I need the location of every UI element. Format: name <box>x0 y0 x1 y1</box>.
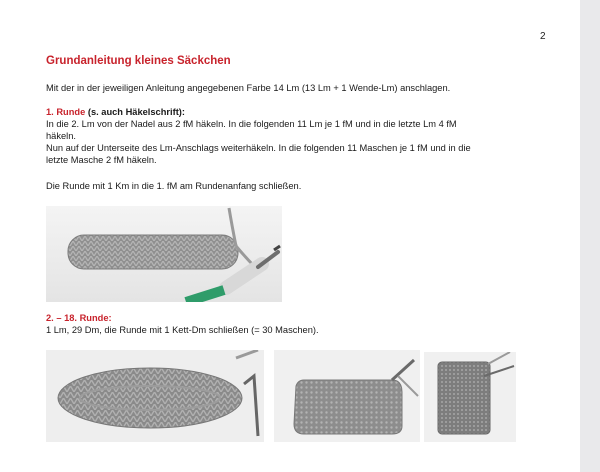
round1-heading <box>46 107 185 119</box>
round1-closing: Die Runde mit 1 Km in die 1. fM am Rundenanfang schließen. <box>46 181 302 191</box>
round2-heading: 2. – 18. Runde: <box>46 313 112 323</box>
round2-line1: 1 Lm, 29 Dm, die Runde mit 1 Kett-Dm schließen (= 30 Maschen). <box>46 325 319 335</box>
round1-line4: letzte Masche 2 fM häkeln. <box>46 155 157 165</box>
round1-line2: häkeln. <box>46 131 76 141</box>
photo-pouch-finished <box>424 352 516 442</box>
intro-text: Mit der in der jeweiligen Anleitung angegebenen Farbe 14 Lm (13 Lm + 1 Wende-Lm) anschlagen. <box>46 83 451 93</box>
photo-oval-base <box>46 350 264 442</box>
round1-line1: In die 2. Lm von der Nadel aus 2 fM häkeln. In die folgenden 11 Lm je 1 fM und in die letzte Lm 4 fM <box>46 119 457 129</box>
round1-heading-black: (s. auch Häkelschrift): <box>85 107 185 117</box>
round1-line3: Nun auf der Unterseite des Lm-Anschlags weiterhäkeln. In die folgenden 11 Maschen je 1 fM und in die <box>46 143 471 153</box>
page-number: 2 <box>540 31 546 42</box>
round1-heading-red: 1. Runde <box>46 107 86 117</box>
page-title: Grundanleitung kleines Säckchen <box>46 55 231 67</box>
photo-chain-row <box>46 206 282 302</box>
photo-pouch-start <box>274 350 420 442</box>
